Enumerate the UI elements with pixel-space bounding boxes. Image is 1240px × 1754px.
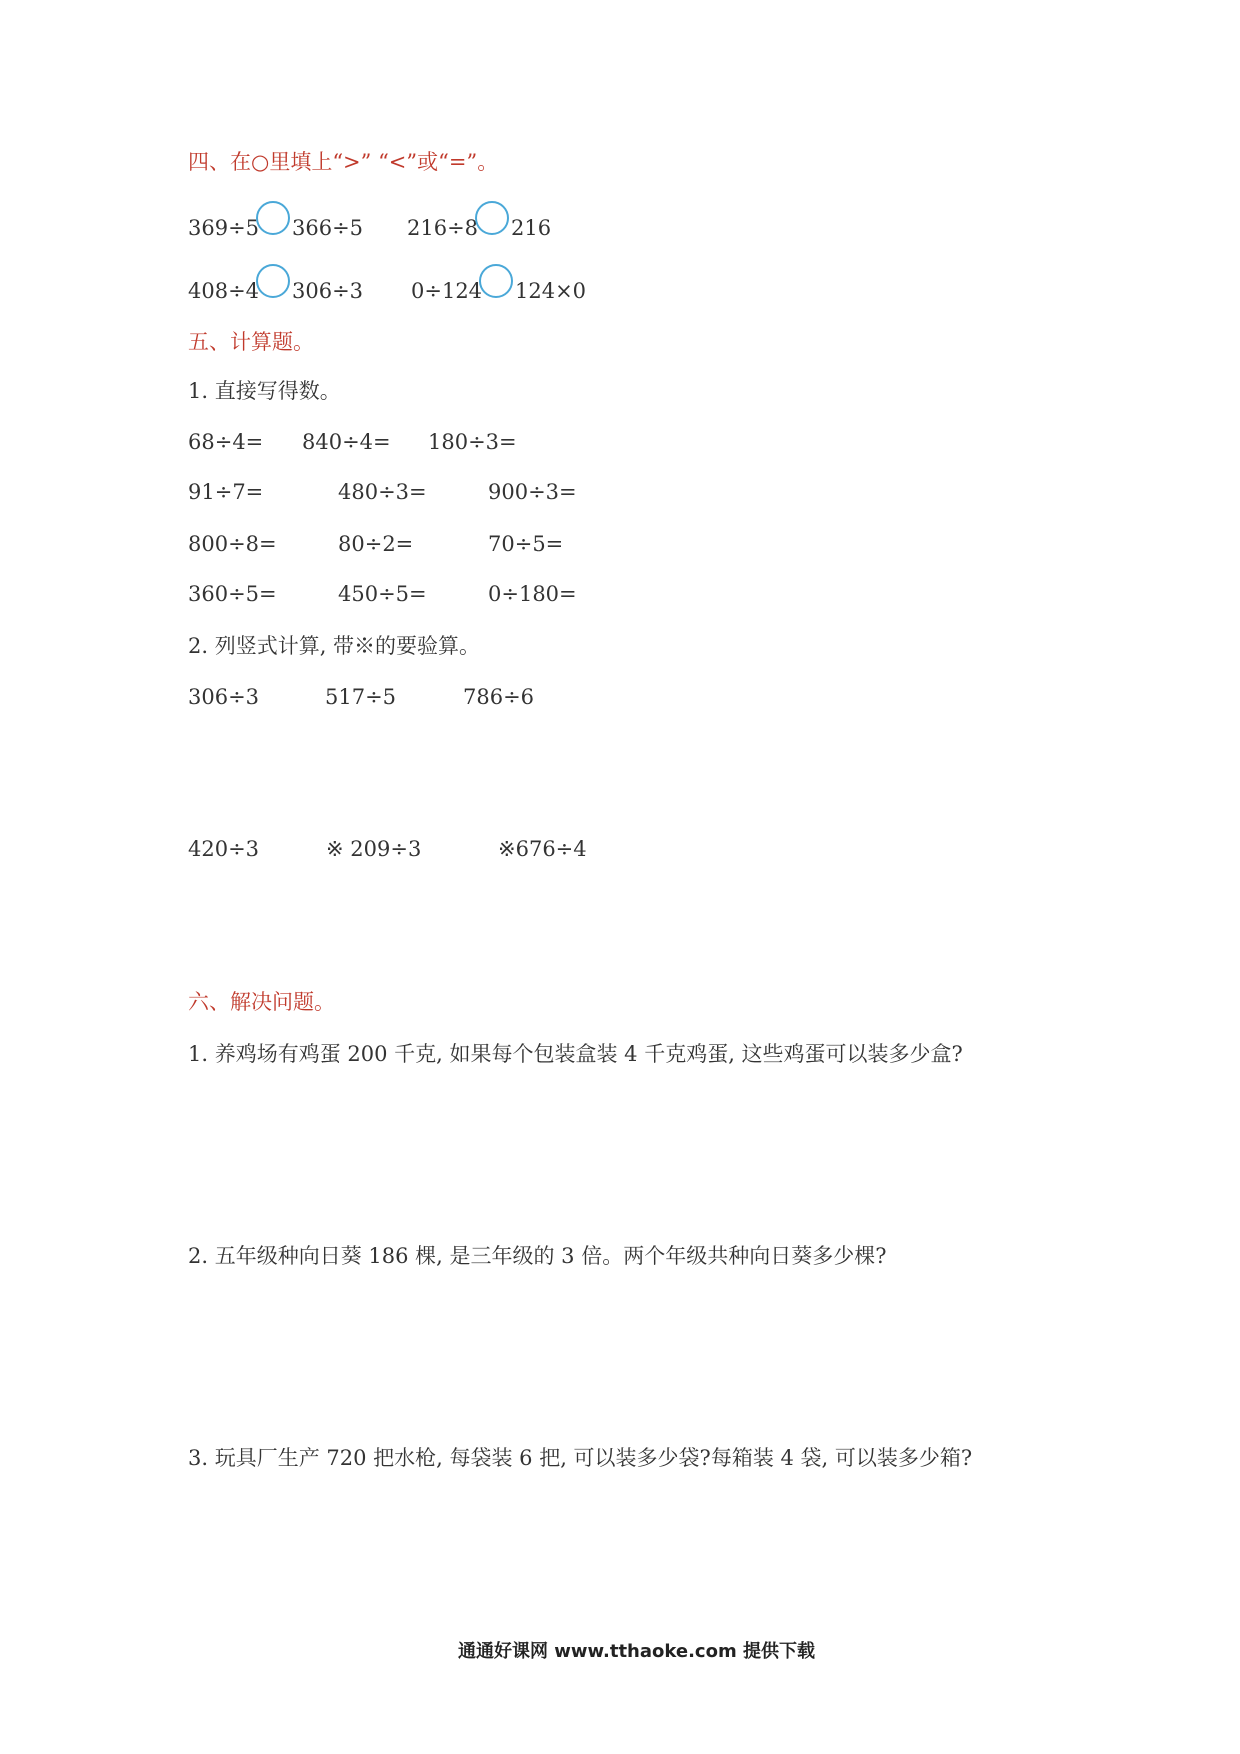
word-problem: 1. 养鸡场有鸡蛋 200 千克, 如果每个包装盒装 4 千克鸡蛋, 这些鸡蛋可以装多少盒? xyxy=(188,1042,963,1066)
question-2-label: 2. 列竖式计算, 带※的要验算。 xyxy=(188,634,481,658)
footer-download-note: 通通好课网 www.tthaoke.com 提供下载 xyxy=(458,1641,815,1662)
oral-calc-item: 480÷3= xyxy=(338,480,427,504)
oral-calc-item: 91÷7= xyxy=(188,480,264,504)
compare-answer-circle[interactable] xyxy=(479,264,513,298)
compare-answer-circle[interactable] xyxy=(256,264,290,298)
vertical-calc-item: 420÷3 xyxy=(188,837,260,861)
oral-calc-item: 70÷5= xyxy=(488,532,564,556)
compare-expr: 408÷4 xyxy=(188,279,260,303)
oral-calc-item: 68÷4= xyxy=(188,430,264,454)
compare-expr: 306÷3 xyxy=(292,279,364,303)
oral-calc-item: 0÷180= xyxy=(488,582,577,606)
oral-calc-item: 180÷3= xyxy=(428,430,517,454)
vertical-calc-item: ※ 209÷3 xyxy=(326,837,422,861)
compare-expr: 216÷8 xyxy=(407,216,479,240)
section4-title: 四、在○里填上“>” “<”或“=”。 xyxy=(188,150,499,174)
oral-calc-item: 450÷5= xyxy=(338,582,427,606)
vertical-calc-item: 517÷5 xyxy=(325,685,397,709)
compare-expr: 369÷5 xyxy=(188,216,260,240)
word-problem: 3. 玩具厂生产 720 把水枪, 每袋装 6 把, 可以装多少袋?每箱装 4 袋, 可以装多少箱? xyxy=(188,1446,973,1470)
oral-calc-item: 80÷2= xyxy=(338,532,414,556)
compare-answer-circle[interactable] xyxy=(475,201,509,235)
compare-expr: 216 xyxy=(511,216,552,240)
compare-expr: 0÷124 xyxy=(411,279,483,303)
question-1-label: 1. 直接写得数。 xyxy=(188,379,341,403)
compare-answer-circle[interactable] xyxy=(256,201,290,235)
vertical-calc-item: 786÷6 xyxy=(463,685,535,709)
compare-expr: 366÷5 xyxy=(292,216,364,240)
word-problem: 2. 五年级种向日葵 186 棵, 是三年级的 3 倍。两个年级共种向日葵多少棵? xyxy=(188,1244,887,1268)
oral-calc-item: 840÷4= xyxy=(302,430,391,454)
compare-expr: 124×0 xyxy=(515,279,587,303)
oral-calc-item: 800÷8= xyxy=(188,532,277,556)
oral-calc-item: 900÷3= xyxy=(488,480,577,504)
vertical-calc-item: ※676÷4 xyxy=(498,837,587,861)
section6-title: 六、解决问题。 xyxy=(188,990,335,1014)
vertical-calc-item: 306÷3 xyxy=(188,685,260,709)
section5-title: 五、计算题。 xyxy=(188,330,314,354)
oral-calc-item: 360÷5= xyxy=(188,582,277,606)
